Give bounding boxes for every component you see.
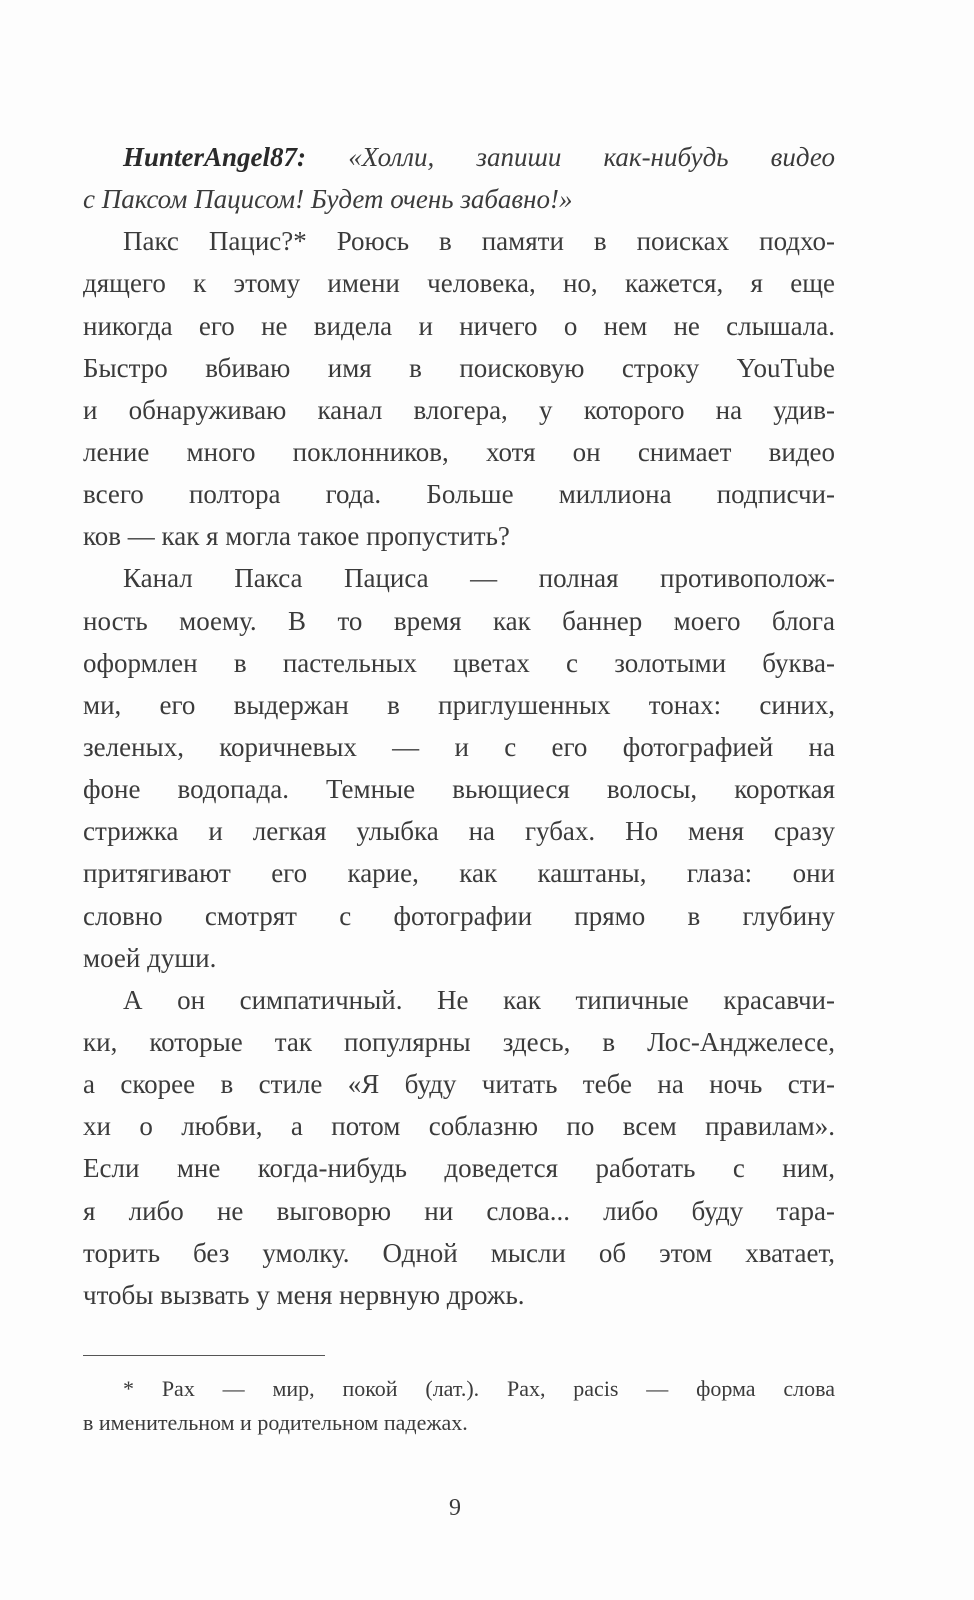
text-line: Быстро вбиваю имя в поисковую строку YouTube <box>83 352 835 383</box>
text-line: Пакс Пацис?* Роюсь в памяти в поисках подхо- <box>123 226 835 257</box>
text-line: дящего к этому имени человека, но, кажется, я еще <box>83 268 835 299</box>
footnote-divider <box>83 1355 325 1356</box>
text-line: ление много поклонников, хотя он снимает видео <box>83 436 835 467</box>
text-line: а скорее в стиле «Я буду читать тебе на ночь сти- <box>83 1069 835 1100</box>
footnote <box>83 1372 835 1440</box>
text-line: зеленых, коричневых — и с его фотографией на <box>83 731 835 762</box>
footnote-line: в именительном и родительном падежах. <box>83 1410 468 1435</box>
text-line: HunterAngel87: «Холли, запиши как-нибудь видео <box>123 142 836 172</box>
text-line: моей души. <box>83 942 217 973</box>
footnote-line: * Pax — мир, покой (лат.). Pax, pacis — форма слова <box>123 1376 835 1401</box>
text-line: оформлен в пастельных цветах с золотыми буква- <box>83 647 835 678</box>
text-line: торить без умолку. Одной мысли об этом хватает, <box>83 1237 835 1268</box>
text-line: словно смотрят с фотографии прямо в глубину <box>83 900 835 931</box>
text-line: и обнаруживаю канал влогера, у которого на удив- <box>83 394 835 425</box>
author-handle: HunterAngel87: <box>123 142 307 172</box>
text-line: ми, его выдержан в приглушенных тонах: синих, <box>83 689 835 720</box>
page-number: 9 <box>449 1495 461 1521</box>
text-line: притягивают его карие, как каштаны, глаза: они <box>83 858 835 889</box>
text-line: ность моему. В то время как баннер моего блога <box>83 605 835 636</box>
text-line: ки, которые так популярны здесь, в Лос-Анджелесе, <box>83 1026 835 1057</box>
text-line: Если мне когда-нибудь доведется работать с ним, <box>83 1153 835 1184</box>
body-text <box>83 136 835 1316</box>
text-line: я либо не выговорю ни слова... либо буду тара- <box>83 1195 835 1226</box>
text-line: чтобы вызвать у меня нервную дрожь. <box>83 1279 525 1310</box>
text-line: фоне водопада. Темные вьющиеся волосы, короткая <box>83 774 835 805</box>
text-line: А он симпатичный. Не как типичные красавчи- <box>123 984 835 1015</box>
text-line: с Паксом Пацисом! Будет очень забавно!» <box>83 184 573 215</box>
text-line: хи о любви, а потом соблазню по всем правилам». <box>83 1111 835 1142</box>
text-line: никогда его не видела и ничего о нем не слышала. <box>83 310 835 341</box>
text-line: ков — как я могла такое пропустить? <box>83 521 510 552</box>
text-line: Канал Пакса Пациса — полная противополож- <box>123 563 835 594</box>
text-line: стрижка и легкая улыбка на губах. Но меня сразу <box>83 816 835 847</box>
text-line: всего полтора года. Больше миллиона подписчи- <box>83 479 835 510</box>
